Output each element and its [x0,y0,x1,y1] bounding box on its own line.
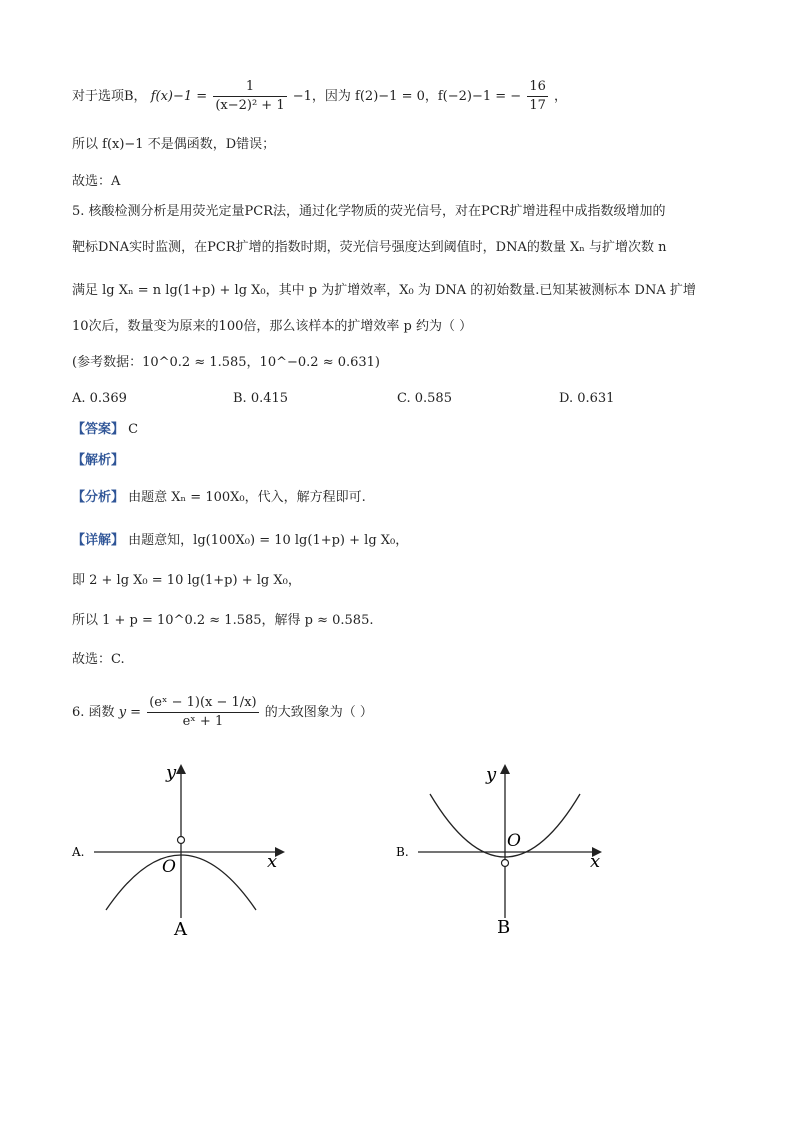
q6-fraction [147,694,258,731]
detail-text: 由题意知，lg(100X₀) = 10 lg(1+p) + lg X₀， [128,533,409,548]
graph-caption: B [497,917,511,938]
graph-b [394,760,624,950]
q5-line-2: 靶标DNA实时监测，在PCR扩增的指数时期，荧光信号强度达到阈值时，DNA的数量 Xₙ 与扩增次数 n [72,240,667,255]
option-label: A. [72,845,85,859]
y-axis-arrow [500,764,510,774]
q6-stem [72,694,373,731]
text-segment: 对于选项B， [72,89,147,104]
fraction [527,78,548,115]
x-axis-label: x [267,851,278,872]
detail-line [72,531,408,551]
fraction [213,78,286,115]
solution-conclusion: 故选：C. [72,652,125,667]
answer-value: C [128,422,139,437]
q6-y: y = [118,705,142,720]
graph-b-svg [394,760,624,950]
analysis-line [72,488,366,508]
solution-step-1: 即 2 + lg X₀ = 10 lg(1+p) + lg X₀， [72,573,301,588]
y-axis-arrow [176,764,186,774]
option-label: B. [396,845,409,859]
y-axis-label: y [486,764,497,785]
fraction-denominator: (x−2)² + 1 [215,98,285,113]
solution-step-2: 所以 1 + p = 10^0.2 ≈ 1.585，解得 p ≈ 0.585. [72,613,374,628]
fraction-denominator: 17 [529,98,546,113]
q5-line-1: 5. 核酸检测分析是用荧光定量PCR法，通过化学物质的荧光信号，对在PCR扩增进程中成指数级增加的 [72,204,666,219]
hollow-point [502,860,509,867]
q6-text: 的大致图象为（ ） [264,705,373,720]
analysis-subtag: 【分析】 [72,490,125,505]
x-axis-label: x [590,851,601,872]
option-a: A. 0.369 [72,391,127,406]
q6-numerator: (eˣ − 1)(x − 1/x) [147,694,258,713]
graph-a [70,760,300,950]
option-c: C. 0.585 [397,391,452,406]
q5-line-3: 满足 lg Xₙ = n lg(1+p) + lg X₀，其中 p 为扩增效率，X₀ 为 DNA 的初始数量.已知某被测标本 DNA 扩增 [72,283,696,298]
graph-a-svg [70,760,300,950]
answer-section [72,420,138,440]
fraction-numerator: 16 [527,78,548,97]
option-b: B. 0.415 [233,391,289,406]
origin-label: O [507,831,521,851]
analysis-text: 由题意 Xₙ = 100X₀，代入，解方程即可. [128,490,366,505]
y-axis-label: y [166,762,177,783]
option-b-analysis-line [72,78,567,115]
analysis-heading [72,451,124,471]
q6-text: 6. 函数 [72,705,115,720]
conclusion-line: 所以 f(x)−1 不是偶函数，D错误； [72,137,276,152]
hollow-point [178,837,185,844]
q5-options [72,389,732,409]
fraction-numerator: 1 [213,78,286,97]
detail-tag: 【详解】 [72,533,125,548]
answer-tag: 【答案】 [72,422,125,437]
q6-denominator: eˣ + 1 [182,714,224,729]
graph-caption: A [174,919,187,940]
text-segment: ， [554,89,568,104]
q5-line-4: 10次后，数量变为原来的100倍，那么该样本的扩增效率 p 约为（ ） [72,319,473,334]
formula-segment: f(x)−1 = [150,89,208,104]
reference-data: (参考数据：10^0.2 ≈ 1.585，10^−0.2 ≈ 0.631) [72,355,381,370]
origin-label: O [162,857,176,877]
formula-segment: −1，因为 f(2)−1 = 0，f(−2)−1 = − [292,89,522,104]
option-d: D. 0.631 [559,391,615,406]
analysis-tag: 【解析】 [72,453,125,468]
answer-line: 故选：A [72,174,121,189]
